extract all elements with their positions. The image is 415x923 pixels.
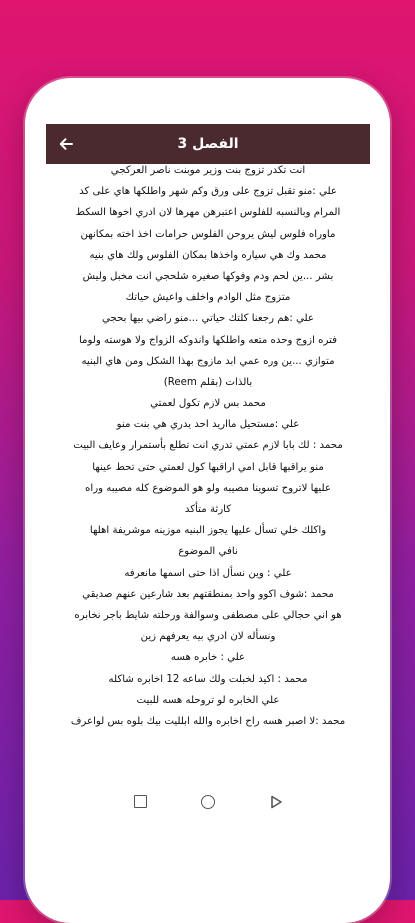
text-line: محمد :لا اصبر هسه راح اخابره والله ابلليت بيك بلوه بس لواعرف (70, 715, 346, 727)
text-line: علي : وين نسأل اذا حتى اسمها مانعرفه (124, 567, 292, 579)
home-button[interactable] (198, 792, 218, 812)
text-line: علي :مستحيل مااريد احد يدري هي بنت منو (116, 419, 300, 431)
text-line: محمد :شوف اكوو واحد بمنطقتهم بعد شارعين عنهم صديقي (82, 588, 334, 600)
arrow-left-icon (59, 137, 73, 151)
text-line: محمد بس لازم تكول لعمتي (150, 398, 266, 410)
app-screen (46, 124, 370, 829)
text-line: بالذات (بقلم Reem) (163, 376, 253, 388)
recents-button[interactable] (130, 792, 150, 812)
phone-notch (169, 91, 247, 105)
text-line: متوازي ...ين وره عمي ابد مازوج بهذا الشكل ومن هاي البنيه (81, 355, 335, 367)
text-line: بشر ...ين لحم ودم وفوكها صغيره شلحجي انت مخبل وليش (82, 270, 334, 282)
text-line: متزوج مثل الوادم واخلف واعيش حياتك (125, 292, 291, 304)
text-line: علي :منو تقبل تزوج على ورق وكم شهر واطلكها هاي على كد (79, 186, 337, 198)
text-line: محمد وك هي سياره واخذها بمكان الفلوس ولك هاي بنيه (89, 249, 327, 261)
text-line: المرام وبالنسبه للفلوس اعتبرهن مهرها لان ادري اخوها السكط (75, 207, 341, 219)
text-line: عليها لاتروح تسوينا مصيبه ولو هو الموضوع كله مصيبه وراه (85, 482, 331, 494)
chapter-text[interactable] (46, 164, 370, 774)
text-line: محمد : لك بابا لازم عمتي تدري انت تطلع بأستمرار وعايف البيت (73, 440, 343, 452)
text-line: علي :هم رجعنا كلتك حياتي ...منو راضي بيها بحجي (101, 313, 315, 325)
triangle-back-icon (269, 795, 283, 809)
text-line: فتره ازوج وحده متعه واطلكها واندوكه الزواج ولا هوسته ولوما (78, 334, 338, 346)
text-line: ونسأله لان ادري بيه يعرفهم زين (140, 631, 276, 643)
system-nav-bar (46, 774, 370, 829)
text-line: علي الخابره لو تروحله هسه للبيت (136, 694, 280, 706)
text-line: منو يراقبها قابل امي اراقبها كول لعمتي حتى تحط عينها (92, 461, 324, 473)
nav-back-button[interactable] (266, 792, 286, 812)
text-line: واكلك خلي تسأل عليها يجوز البنيه موزينه موشريفة اهلها (89, 525, 327, 537)
text-line: انت تكدر تزوج بنت وزير موبنت ناصر العركجي (110, 165, 306, 176)
text-line: محمد : اكيد لخبلت ولك ساعه 12 اخابره شاكله (108, 673, 308, 685)
back-button[interactable] (54, 132, 78, 156)
text-line: علي : خابره هسه (170, 652, 246, 664)
text-line: كارثة متأكد (184, 504, 232, 515)
square-icon (134, 795, 147, 808)
chapter-title: الفصل 3 (177, 136, 239, 152)
app-bar (46, 124, 370, 164)
text-line: نافي الموضوع (178, 546, 238, 558)
text-line: هو اني حجالي على مصطفى وسوالفة ورحلته شايط باجر نخابره (74, 609, 342, 621)
circle-icon (201, 795, 215, 809)
text-line: ماوراه فلوس ليش يروحن الفلوس حرامات اخذ اخته بمكانهن (80, 228, 336, 240)
